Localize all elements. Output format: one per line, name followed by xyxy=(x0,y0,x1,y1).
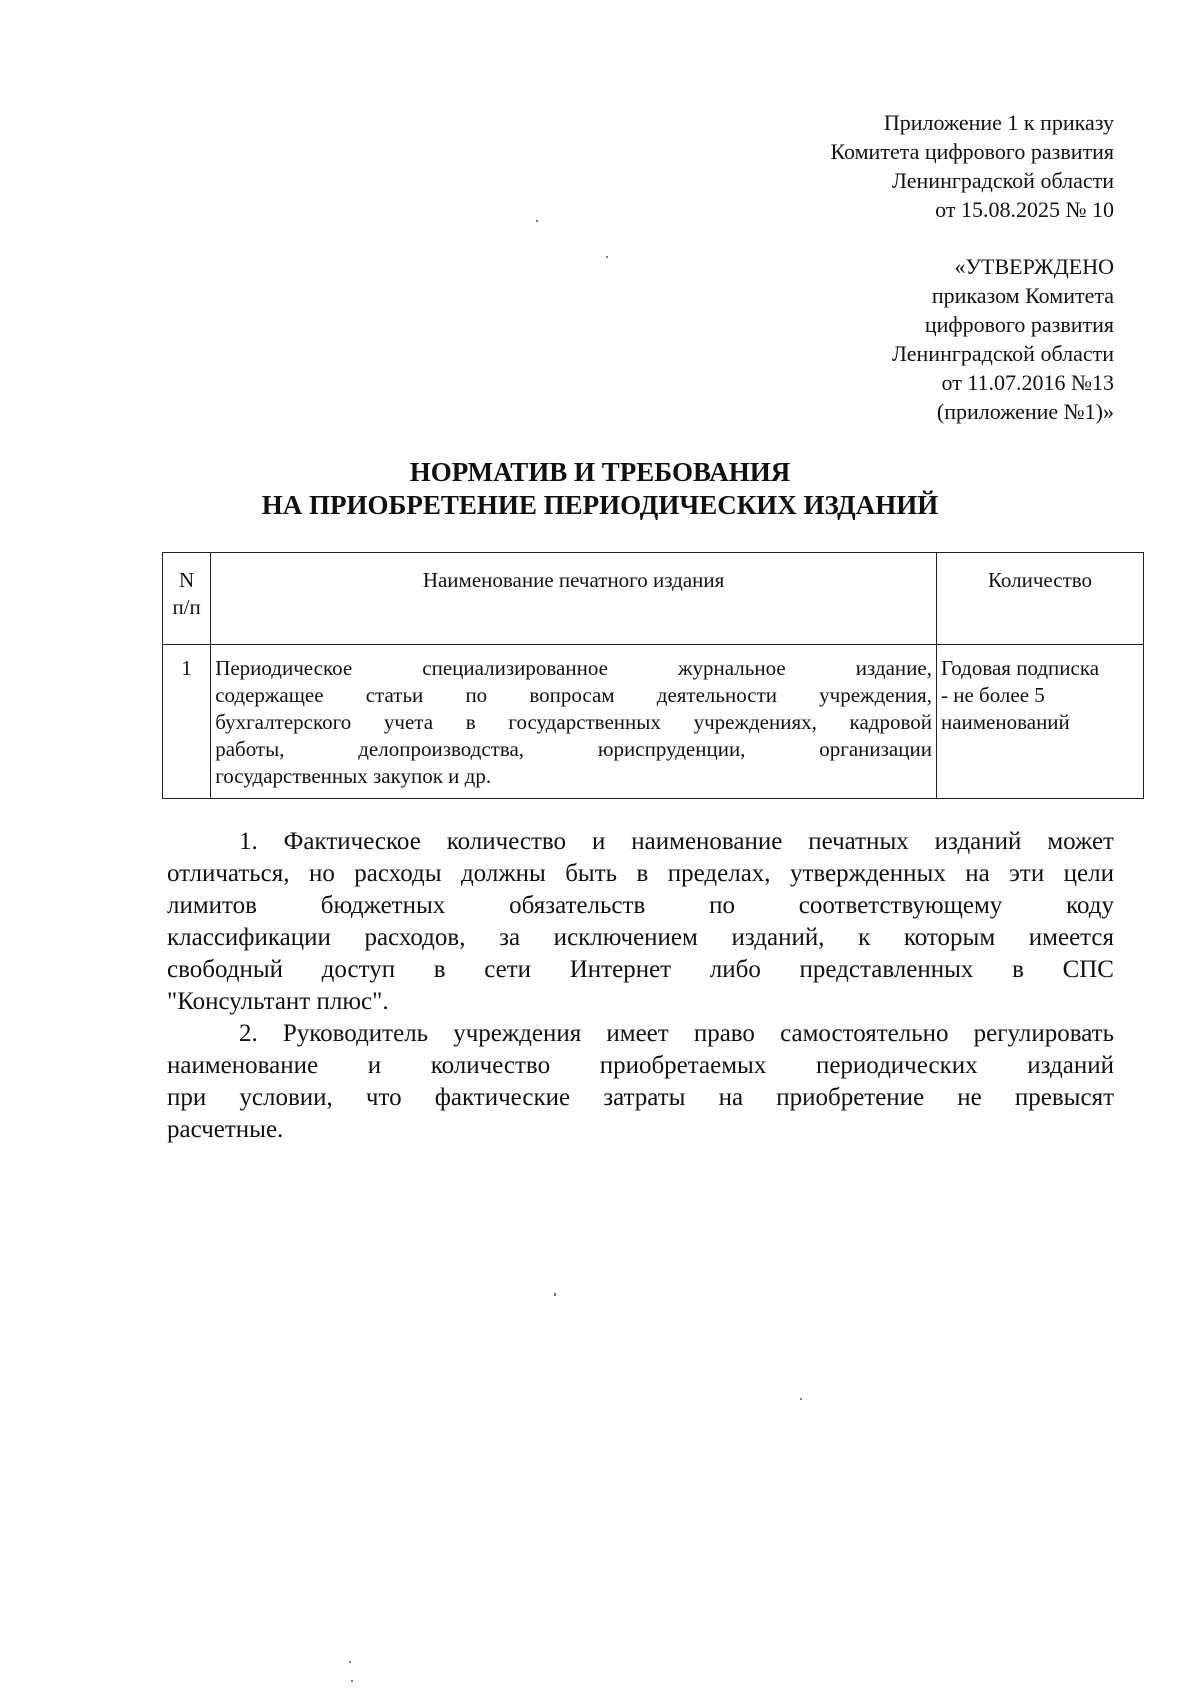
header-name: Наименование печатного издания xyxy=(211,553,937,645)
paragraph-line: расчетные. xyxy=(167,1116,284,1143)
row-name-line: бухгалтерского учета в государственных учреждениях, кадровой xyxy=(215,710,932,734)
table-row xyxy=(163,645,1144,799)
header-number xyxy=(163,553,211,645)
header-number-line-2: п/п xyxy=(172,595,201,619)
row-quantity-line: - не более 5 xyxy=(940,683,1045,707)
row-name xyxy=(211,645,937,799)
paragraph-line: свободный доступ в сети Интернет либо представленных в СПС xyxy=(167,956,1114,983)
row-name-line: Периодическое специализированное журнальное издание, xyxy=(215,656,932,680)
approval-line: «УТВЕРЖДЕНО xyxy=(954,254,1114,279)
row-quantity xyxy=(936,645,1143,799)
title-line-1: НОРМАТИВ И ТРЕБОВАНИЯ xyxy=(409,457,791,487)
row-quantity-line: Годовая подписка xyxy=(940,656,1100,680)
approval-line: приказом Комитета xyxy=(931,283,1114,308)
approval-line: (приложение №1)» xyxy=(936,399,1114,424)
annex-line: Комитета цифрового развития xyxy=(830,139,1114,164)
annex-line: от 15.08.2025 № 10 xyxy=(935,197,1114,222)
paragraph-line: наименование и количество приобретаемых периодических изданий xyxy=(167,1052,1114,1079)
approval-line: от 11.07.2016 №13 xyxy=(941,370,1114,395)
scan-speck xyxy=(800,1398,802,1400)
scan-speck xyxy=(349,1661,351,1663)
row-name-line: содержащее статьи по вопросам деятельности учреждения, xyxy=(215,683,932,707)
scan-speck xyxy=(536,220,538,222)
title-line-2: НА ПРИОБРЕТЕНИЕ ПЕРИОДИЧЕСКИХ ИЗДАНИЙ xyxy=(261,490,939,520)
paragraph-1 xyxy=(167,826,1114,1018)
annex-header xyxy=(830,108,1114,224)
row-quantity-line: наименований xyxy=(940,710,1070,734)
header-quantity: Количество xyxy=(936,553,1143,645)
paragraph-line: отличаться, но расходы должны быть в пределах, утвержденных на эти цели xyxy=(167,860,1114,887)
approval-block xyxy=(892,252,1114,426)
document-title xyxy=(0,456,1200,522)
paragraph-line: лимитов бюджетных обязательств по соответствующему коду xyxy=(167,892,1114,919)
approval-line: Ленинградской области xyxy=(892,341,1114,366)
scan-speck xyxy=(606,256,608,258)
norms-table xyxy=(162,552,1144,799)
paragraph-line: 2. Руководитель учреждения имеет право самостоятельно регулировать xyxy=(239,1020,1114,1047)
scan-speck xyxy=(554,1293,556,1296)
annex-line: Ленинградской области xyxy=(892,168,1114,193)
row-name-line: государственных закупок и др. xyxy=(215,764,492,788)
annex-line: Приложение 1 к приказу xyxy=(883,110,1114,135)
paragraph-line: классификации расходов, за исключением изданий, к которым имеется xyxy=(167,924,1114,951)
row-number: 1 xyxy=(163,645,211,799)
scan-speck xyxy=(351,1680,353,1682)
header-number-line-1: N xyxy=(179,568,195,592)
paragraph-line: 1. Фактическое количество и наименование печатных изданий может xyxy=(239,828,1114,855)
paragraph-2 xyxy=(167,1018,1114,1146)
paragraph-line: "Консультант плюс". xyxy=(167,988,389,1015)
row-name-line: работы, делопроизводства, юриспруденции, организации xyxy=(215,737,932,761)
paragraph-line: при условии, что фактические затраты на приобретение не превысят xyxy=(167,1084,1114,1111)
approval-line: цифрового развития xyxy=(924,312,1114,337)
table-header-row xyxy=(163,553,1144,645)
